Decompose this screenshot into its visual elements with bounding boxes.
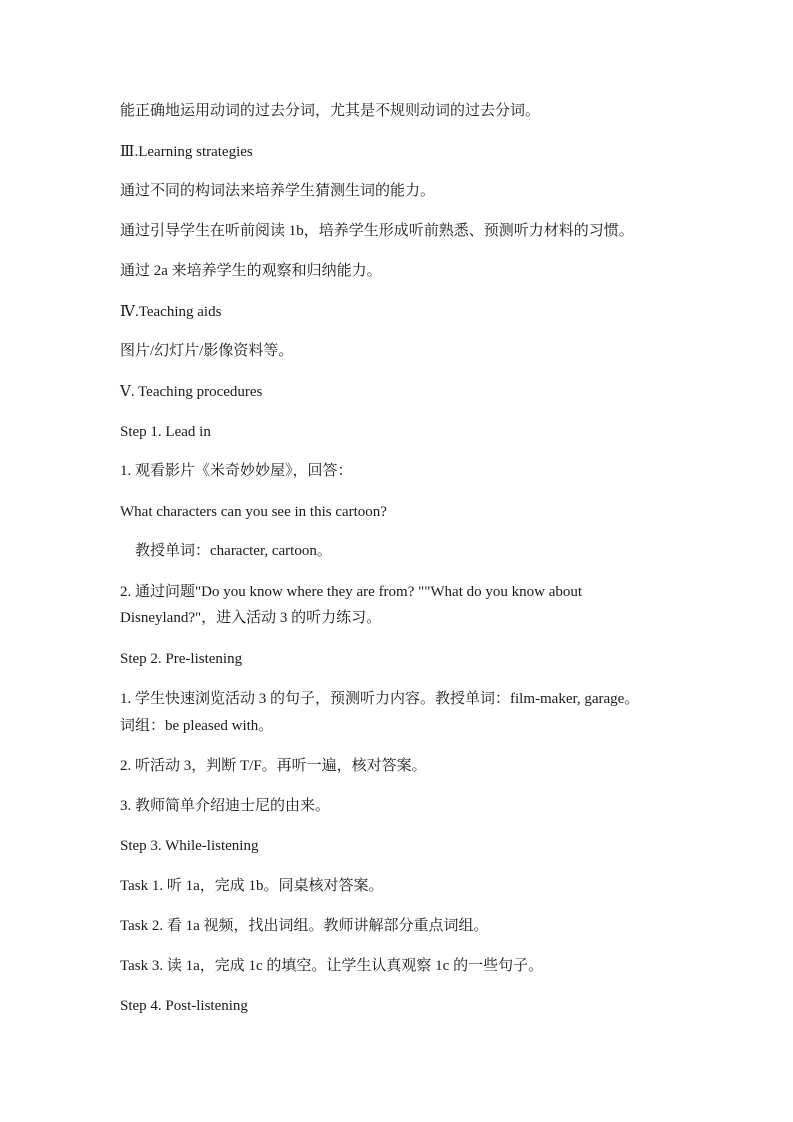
paragraph-word-formation: 通过不同的构词法来培养学生猜测生词的能力。 xyxy=(120,183,436,199)
step-1-vocabulary: 教授单词：character, cartoon。 xyxy=(135,543,332,559)
heading-teaching-procedures: Ⅴ. Teaching procedures xyxy=(120,384,263,400)
step-3-task-3: Task 3. 读 1a，完成 1c 的填空。让学生认真观察 1c 的一些句子。 xyxy=(120,958,544,974)
step-1-question: What characters can you see in this cartoon? xyxy=(120,504,387,520)
step-2-heading: Step 2. Pre-listening xyxy=(120,651,243,667)
paragraph-observation: 通过 2a 来培养学生的观察和归纳能力。 xyxy=(120,263,382,279)
heading-teaching-aids: Ⅳ.Teaching aids xyxy=(120,304,222,320)
step-1-item-2-line-1: 2. 通过问题"Do you know where they are from? ""What do you know about xyxy=(120,584,583,600)
step-3-task-1: Task 1. 听 1a，完成 1b。同桌核对答案。 xyxy=(120,878,384,894)
step-1-item-2-line-2: Disneyland?"，进入活动 3 的听力练习。 xyxy=(120,610,382,626)
heading-learning-strategies: Ⅲ.Learning strategies xyxy=(120,144,253,160)
step-4-heading: Step 4. Post-listening xyxy=(120,998,248,1014)
paragraph-teaching-aids: 图片/幻灯片/影像资料等。 xyxy=(120,343,294,359)
step-3-heading: Step 3. While-listening xyxy=(120,838,259,854)
step-1-heading: Step 1. Lead in xyxy=(120,424,211,440)
step-2-item-3: 3. 教师简单介绍迪士尼的由来。 xyxy=(120,798,331,814)
step-2-item-1-line-2: 词组：be pleased with。 xyxy=(120,718,274,734)
paragraph-pre-reading: 通过引导学生在听前阅读 1b，培养学生形成听前熟悉、预测听力材料的习惯。 xyxy=(120,223,634,239)
paragraph-past-participle: 能正确地运用动词的过去分词，尤其是不规则动词的过去分词。 xyxy=(120,103,541,119)
step-3-task-2: Task 2. 看 1a 视频，找出词组。教师讲解部分重点词组。 xyxy=(120,918,489,934)
step-2-item-1-line-1: 1. 学生快速浏览活动 3 的句子，预测听力内容。教授单词：film-maker, garage。 xyxy=(120,691,640,707)
step-2-item-2: 2. 听活动 3，判断 T/F。再听一遍，核对答案。 xyxy=(120,758,427,774)
step-1-item-1: 1. 观看影片《米奇妙妙屋》，回答： xyxy=(120,463,353,479)
